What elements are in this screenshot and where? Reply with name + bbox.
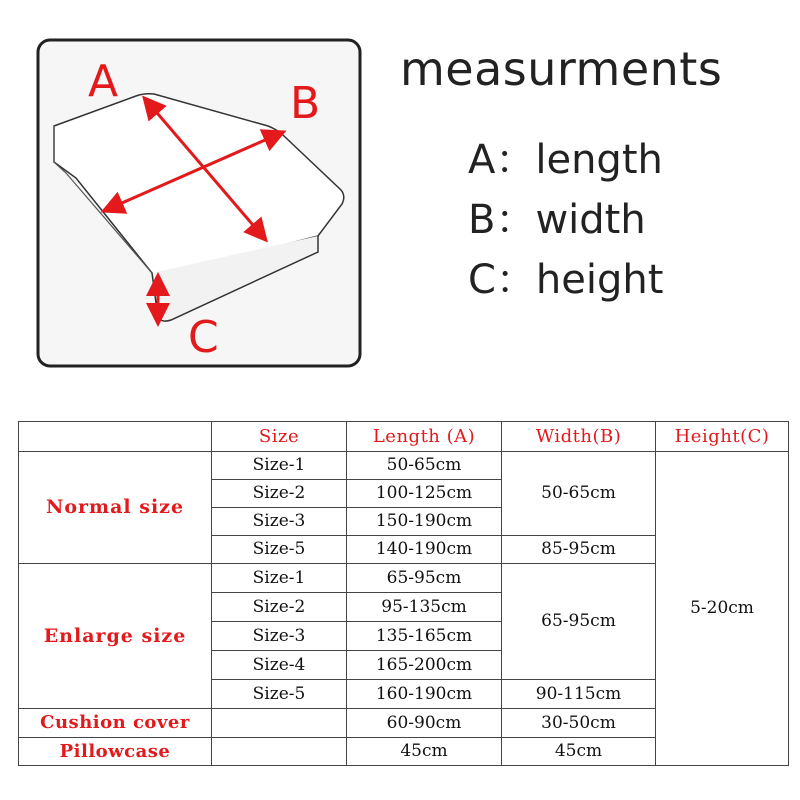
length-cell: 50-65cm xyxy=(347,452,502,480)
label-a: A xyxy=(88,56,119,107)
normal-size-label: Normal size xyxy=(19,452,212,564)
width-cell: 45cm xyxy=(502,738,656,766)
legend-height: C：height xyxy=(468,257,664,303)
table-header-row xyxy=(19,422,789,452)
length-cell: 65-95cm xyxy=(347,564,502,593)
width-cell: 65-95cm xyxy=(502,564,656,680)
pillowcase-label: Pillowcase xyxy=(19,738,212,766)
size-cell: Size-1 xyxy=(212,452,347,480)
size-cell: Size-2 xyxy=(212,593,347,622)
header-height: Height(C) xyxy=(656,422,789,452)
width-cell: 30-50cm xyxy=(502,709,656,738)
size-cell: Size-4 xyxy=(212,651,347,680)
header-blank xyxy=(19,422,212,452)
length-cell: 165-200cm xyxy=(347,651,502,680)
header-length: Length (A) xyxy=(347,422,502,452)
size-cell-empty xyxy=(212,709,347,738)
size-cell: Size-5 xyxy=(212,536,347,564)
measurements-title: measurments xyxy=(400,42,723,96)
width-cell: 85-95cm xyxy=(502,536,656,564)
legend-length: A：length xyxy=(468,137,663,183)
label-b: B xyxy=(290,78,321,129)
height-cell: 5-20cm xyxy=(656,452,789,766)
length-cell: 45cm xyxy=(347,738,502,766)
table-row xyxy=(19,452,789,480)
legend-width: B：width xyxy=(468,197,646,243)
cushion-cover-label: Cushion cover xyxy=(19,709,212,738)
cushion-diagram xyxy=(36,38,362,368)
enlarge-size-label: Enlarge size xyxy=(19,564,212,709)
size-cell-empty xyxy=(212,738,347,766)
length-cell: 160-190cm xyxy=(347,680,502,709)
size-chart xyxy=(18,421,788,764)
header-size: Size xyxy=(212,422,347,452)
length-cell: 60-90cm xyxy=(347,709,502,738)
size-table xyxy=(18,421,789,766)
size-cell: Size-3 xyxy=(212,622,347,651)
cushion-illustration xyxy=(36,38,362,368)
length-cell: 100-125cm xyxy=(347,480,502,508)
label-c: C xyxy=(188,312,219,363)
size-cell: Size-2 xyxy=(212,480,347,508)
header-width: Width(B) xyxy=(502,422,656,452)
size-cell: Size-1 xyxy=(212,564,347,593)
length-cell: 140-190cm xyxy=(347,536,502,564)
size-cell: Size-5 xyxy=(212,680,347,709)
size-cell: Size-3 xyxy=(212,508,347,536)
width-cell: 50-65cm xyxy=(502,452,656,536)
width-cell: 90-115cm xyxy=(502,680,656,709)
length-cell: 150-190cm xyxy=(347,508,502,536)
length-cell: 135-165cm xyxy=(347,622,502,651)
length-cell: 95-135cm xyxy=(347,593,502,622)
